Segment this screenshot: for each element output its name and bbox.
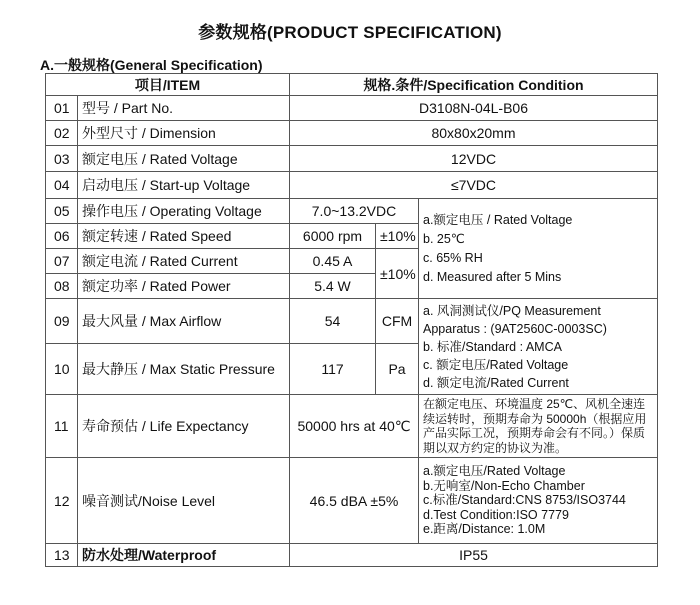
section-heading: A.一般规格(General Specification)	[40, 57, 263, 73]
row-item: 最大风量 / Max Airflow	[78, 299, 290, 344]
table-row	[46, 96, 658, 121]
row-value: ≤7VDC	[290, 172, 658, 199]
row-value: 5.4 W	[290, 274, 376, 299]
page-title: 参数规格(PRODUCT SPECIFICATION)	[198, 23, 502, 42]
row-number: 11	[46, 395, 78, 458]
note-line: a.额定电压/Rated Voltage	[423, 464, 566, 479]
row-unit: CFM	[376, 299, 419, 344]
header-condition: 规格.条件/Specification Condition	[290, 74, 658, 96]
row-number: 01	[46, 96, 78, 121]
row-number: 02	[46, 121, 78, 146]
row-value: 54	[290, 299, 376, 344]
row-number: 05	[46, 199, 78, 224]
row-value: 46.5 dBA ±5%	[290, 458, 419, 544]
note-line: d.Test Condition:ISO 7779	[423, 507, 569, 522]
row-item: 额定电压 / Rated Voltage	[78, 146, 290, 172]
note-line: c.标准/Standard:CNS 8753/ISO3744	[423, 493, 626, 508]
note-line: d. 额定电流/Rated Current	[423, 375, 569, 390]
table-row	[46, 458, 658, 544]
note-line: a. 风洞测试仪/PQ Measurement	[423, 303, 601, 318]
row-item: 寿命预估 / Life Expectancy	[78, 395, 290, 458]
row-number: 09	[46, 299, 78, 344]
row-item: 额定转速 / Rated Speed	[78, 224, 290, 249]
row-number: 06	[46, 224, 78, 249]
row-item: 额定电流 / Rated Current	[78, 249, 290, 274]
row-item: 型号 / Part No.	[78, 96, 290, 121]
notes-life-expectancy: 在额定电压、环境温度 25℃、风机全速连续运转时，预期寿命为 50000h（根据应用产品实际工况，预期寿命会有不同。）保质期以双方约定的协议为准。	[419, 395, 658, 458]
table-row	[46, 172, 658, 199]
row-number: 08	[46, 274, 78, 299]
row-value: 50000 hrs at 40℃	[290, 395, 419, 458]
note-line: e.距离/Distance: 1.0M	[423, 522, 546, 537]
note-line: c. 额定电压/Rated Voltage	[423, 357, 569, 372]
table-header-row	[46, 74, 658, 96]
note-line: c. 65% RH	[423, 251, 483, 265]
row-value: IP55	[290, 544, 658, 567]
row-value: 80x80x20mm	[290, 121, 658, 146]
row-value: 117	[290, 344, 376, 395]
row-number: 13	[46, 544, 78, 567]
row-item: 操作电压 / Operating Voltage	[78, 199, 290, 224]
row-item: 启动电压 / Start-up Voltage	[78, 172, 290, 199]
table-row	[46, 299, 658, 344]
row-value: 0.45 A	[290, 249, 376, 274]
spec-table	[45, 73, 658, 567]
row-number: 03	[46, 146, 78, 172]
row-tolerance: ±10%	[376, 249, 419, 299]
row-item: 最大静压 / Max Static Pressure	[78, 344, 290, 395]
row-number: 12	[46, 458, 78, 544]
table-row	[46, 395, 658, 458]
table-row	[46, 121, 658, 146]
table-row	[46, 544, 658, 567]
table-row	[46, 146, 658, 172]
row-value: 12VDC	[290, 146, 658, 172]
row-unit: Pa	[376, 344, 419, 395]
notes-noise-test	[419, 458, 658, 544]
row-tolerance: ±10%	[376, 224, 419, 249]
notes-rated-conditions	[419, 199, 658, 299]
notes-pq-measurement	[419, 299, 658, 395]
row-item: 外型尺寸 / Dimension	[78, 121, 290, 146]
row-value: D3108N-04L-B06	[290, 96, 658, 121]
row-value: 6000 rpm	[290, 224, 376, 249]
note-line: b.无响室/Non-Echo Chamber	[423, 478, 585, 493]
header-item: 项目/ITEM	[46, 74, 290, 96]
row-item: 额定功率 / Rated Power	[78, 274, 290, 299]
note-line: b. 标准/Standard : AMCA	[423, 339, 562, 354]
row-number: 07	[46, 249, 78, 274]
row-value: 7.0~13.2VDC	[290, 199, 419, 224]
row-item: 噪音测试/Noise Level	[78, 458, 290, 544]
row-number: 10	[46, 344, 78, 395]
note-line: b. 25℃	[423, 232, 465, 246]
table-row	[46, 199, 658, 224]
note-line: d. Measured after 5 Mins	[423, 270, 562, 284]
note-line: Apparatus : (9AT2560C-0003SC)	[423, 321, 607, 336]
note-line: a.额定电压 / Rated Voltage	[423, 213, 573, 227]
row-item: 防水处理/Waterproof	[78, 544, 290, 567]
row-number: 04	[46, 172, 78, 199]
